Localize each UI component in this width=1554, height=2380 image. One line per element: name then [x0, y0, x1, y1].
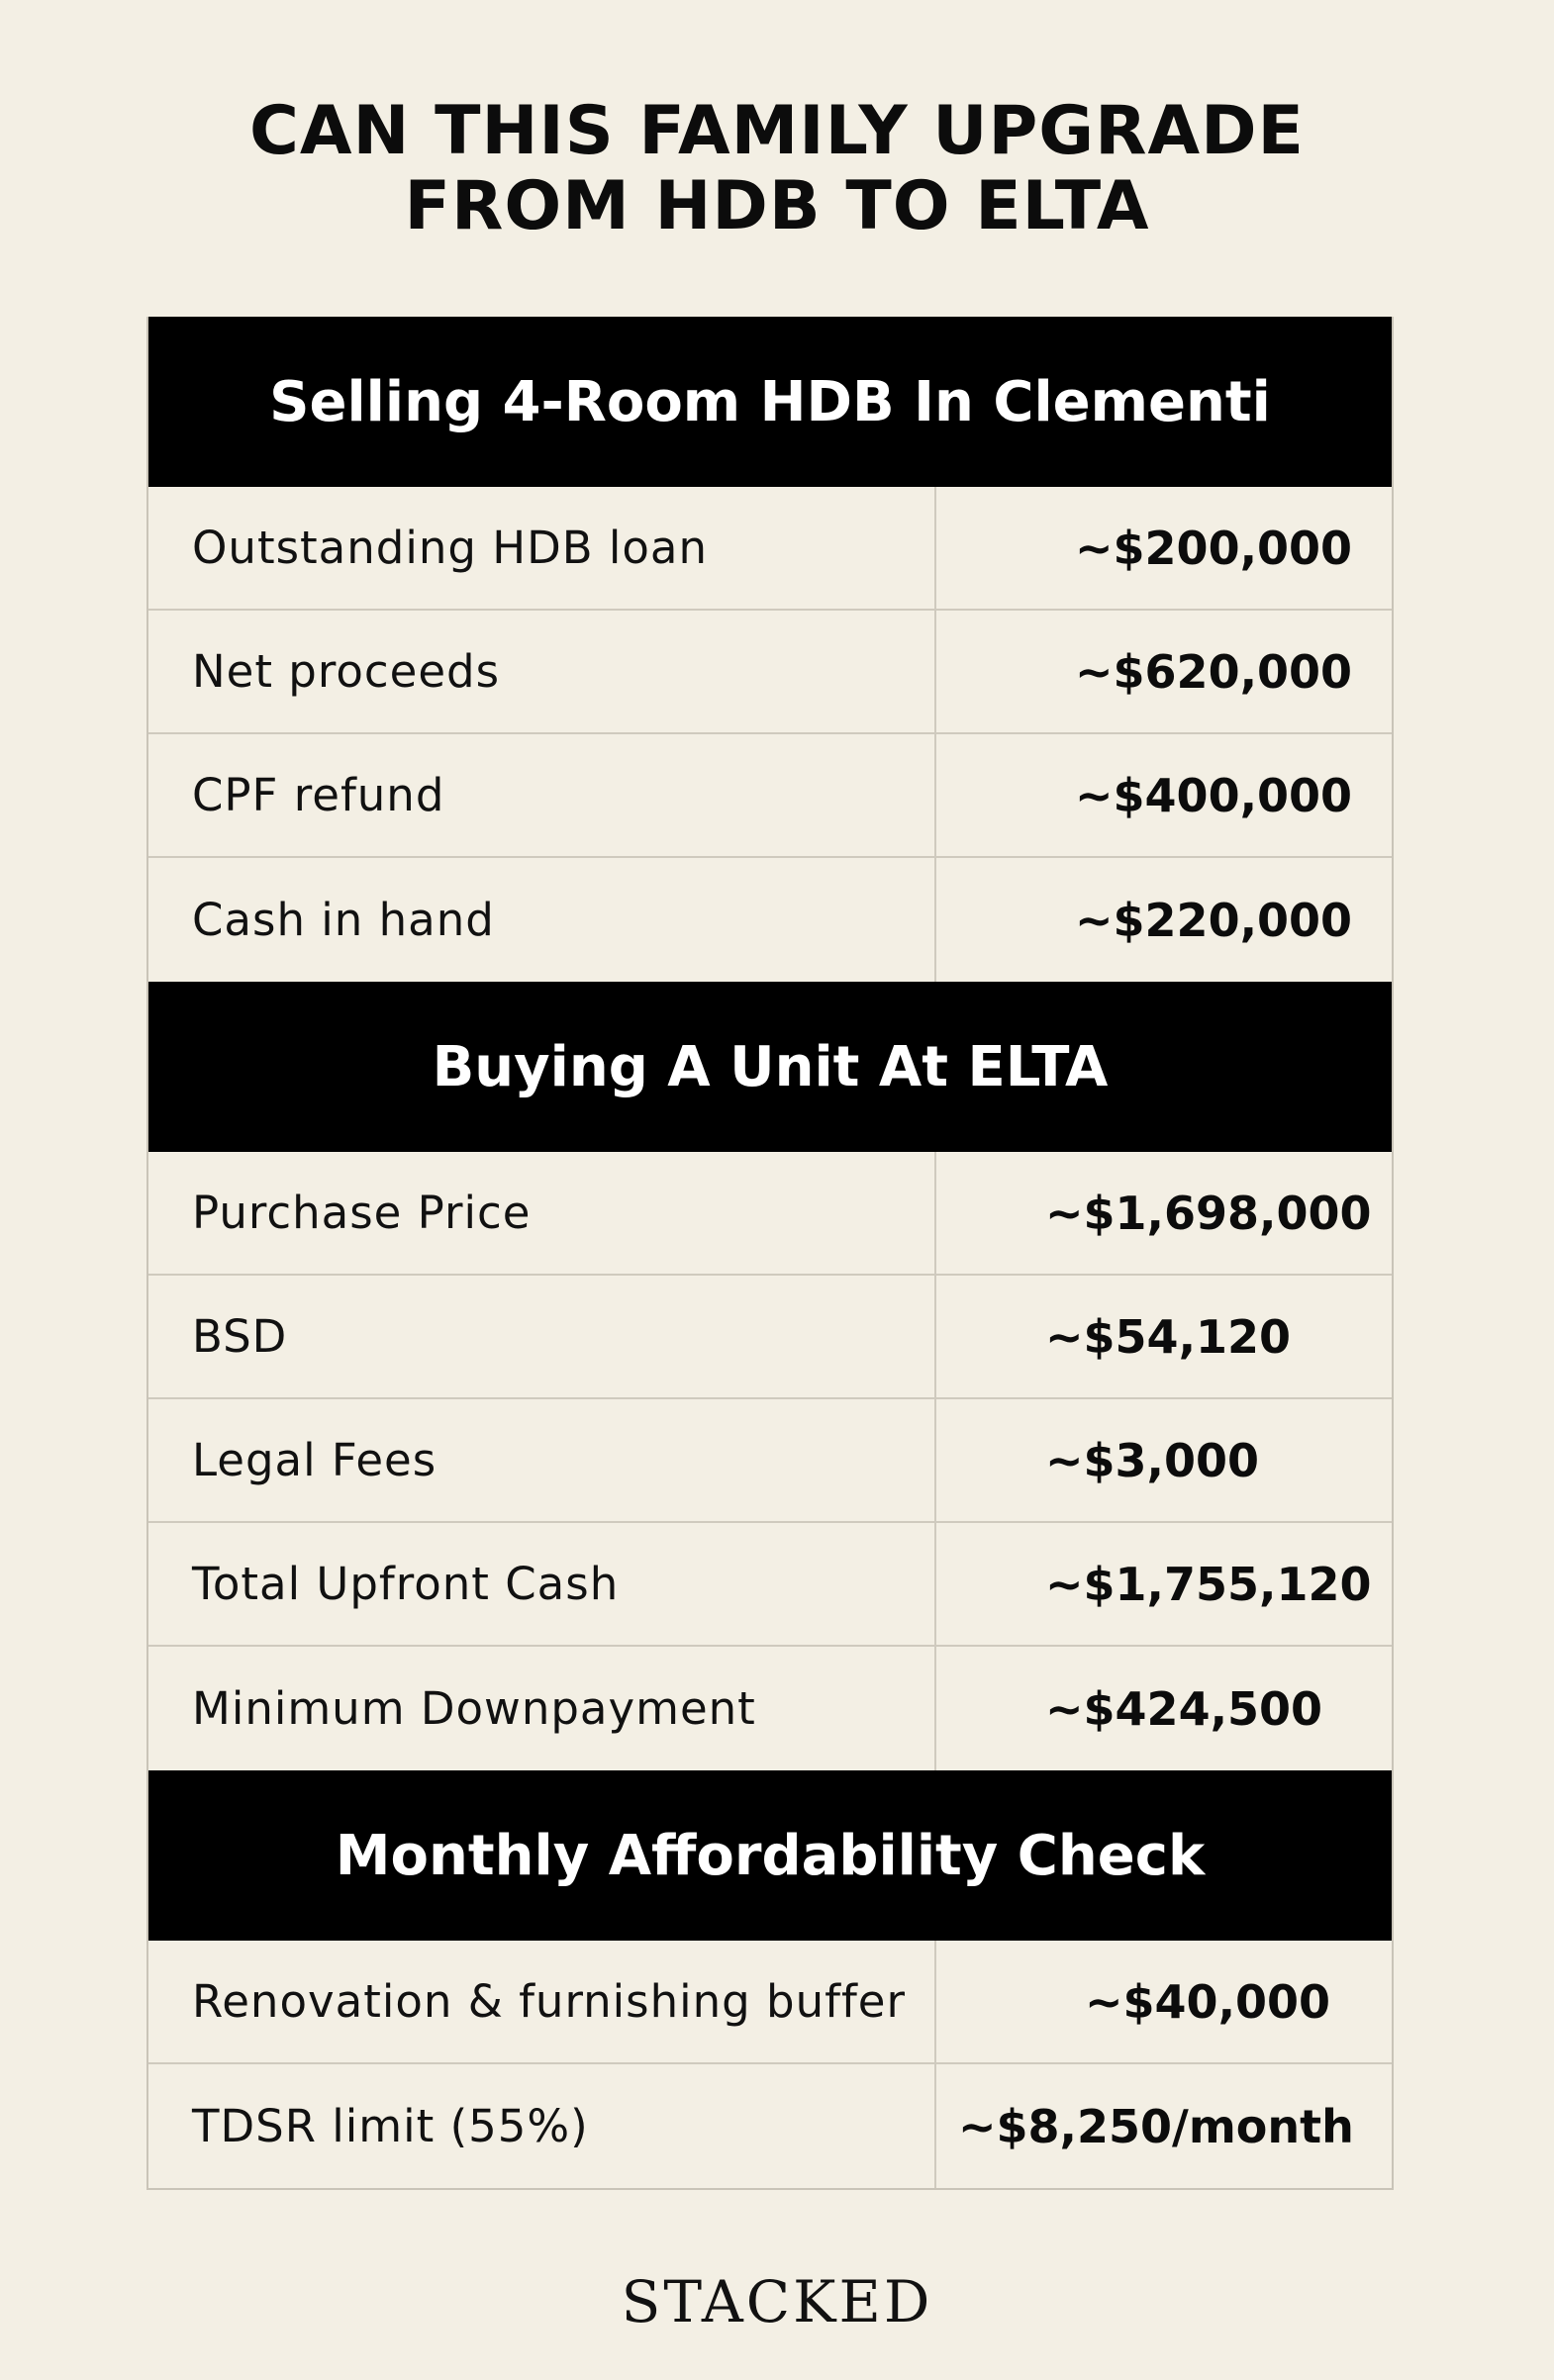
section-selling-hdb — [148, 317, 1392, 982]
table-row — [148, 611, 1392, 734]
section-buying-elta — [148, 982, 1392, 1770]
row-value: ~$8,250/month — [958, 2099, 1354, 2153]
section-header: Buying A Unit At ELTA — [148, 982, 1392, 1152]
row-label: Purchase Price — [148, 1152, 936, 1274]
row-value: ~$40,000 — [1085, 1974, 1331, 2029]
row-label: Outstanding HDB loan — [148, 487, 936, 609]
table-row — [148, 2064, 1392, 2188]
page-title — [0, 94, 1554, 244]
section-header: Selling 4-Room HDB In Clementi — [148, 317, 1392, 487]
row-value: ~$424,500 — [1045, 1681, 1323, 1736]
comparison-table — [146, 317, 1394, 2190]
table-row — [148, 858, 1392, 982]
title-line-2: FROM HDB TO ELTA — [404, 167, 1150, 245]
title-line-1: CAN THIS FAMILY UPGRADE — [248, 92, 1305, 170]
row-value: ~$200,000 — [1075, 521, 1353, 575]
row-label: Legal Fees — [148, 1399, 936, 1521]
row-label: Cash in hand — [148, 858, 936, 982]
row-label: TDSR limit (55%) — [148, 2064, 936, 2188]
table-row — [148, 1523, 1392, 1647]
row-value: ~$620,000 — [1075, 644, 1353, 699]
row-value: ~$3,000 — [1045, 1433, 1260, 1487]
table-row — [148, 1399, 1392, 1523]
section-monthly-affordability — [148, 1770, 1392, 2188]
section-header: Monthly Affordability Check — [148, 1770, 1392, 1941]
row-label: Minimum Downpayment — [148, 1647, 936, 1770]
row-value: ~$1,755,120 — [1045, 1557, 1372, 1611]
table-row — [148, 734, 1392, 858]
row-label: BSD — [148, 1276, 936, 1397]
row-value: ~$220,000 — [1075, 893, 1353, 947]
row-value: ~$1,698,000 — [1045, 1186, 1372, 1240]
row-value: ~$400,000 — [1075, 768, 1353, 822]
table-row — [148, 487, 1392, 611]
row-label: Net proceeds — [148, 611, 936, 732]
brand-logo: STACKED — [621, 2268, 933, 2335]
table-row — [148, 1276, 1392, 1399]
row-label: Total Upfront Cash — [148, 1523, 936, 1645]
row-label: Renovation & furnishing buffer — [148, 1941, 936, 2062]
table-row — [148, 1941, 1392, 2064]
table-row — [148, 1152, 1392, 1276]
table-row — [148, 1647, 1392, 1770]
row-label: CPF refund — [148, 734, 936, 856]
row-value: ~$54,120 — [1045, 1309, 1292, 1364]
